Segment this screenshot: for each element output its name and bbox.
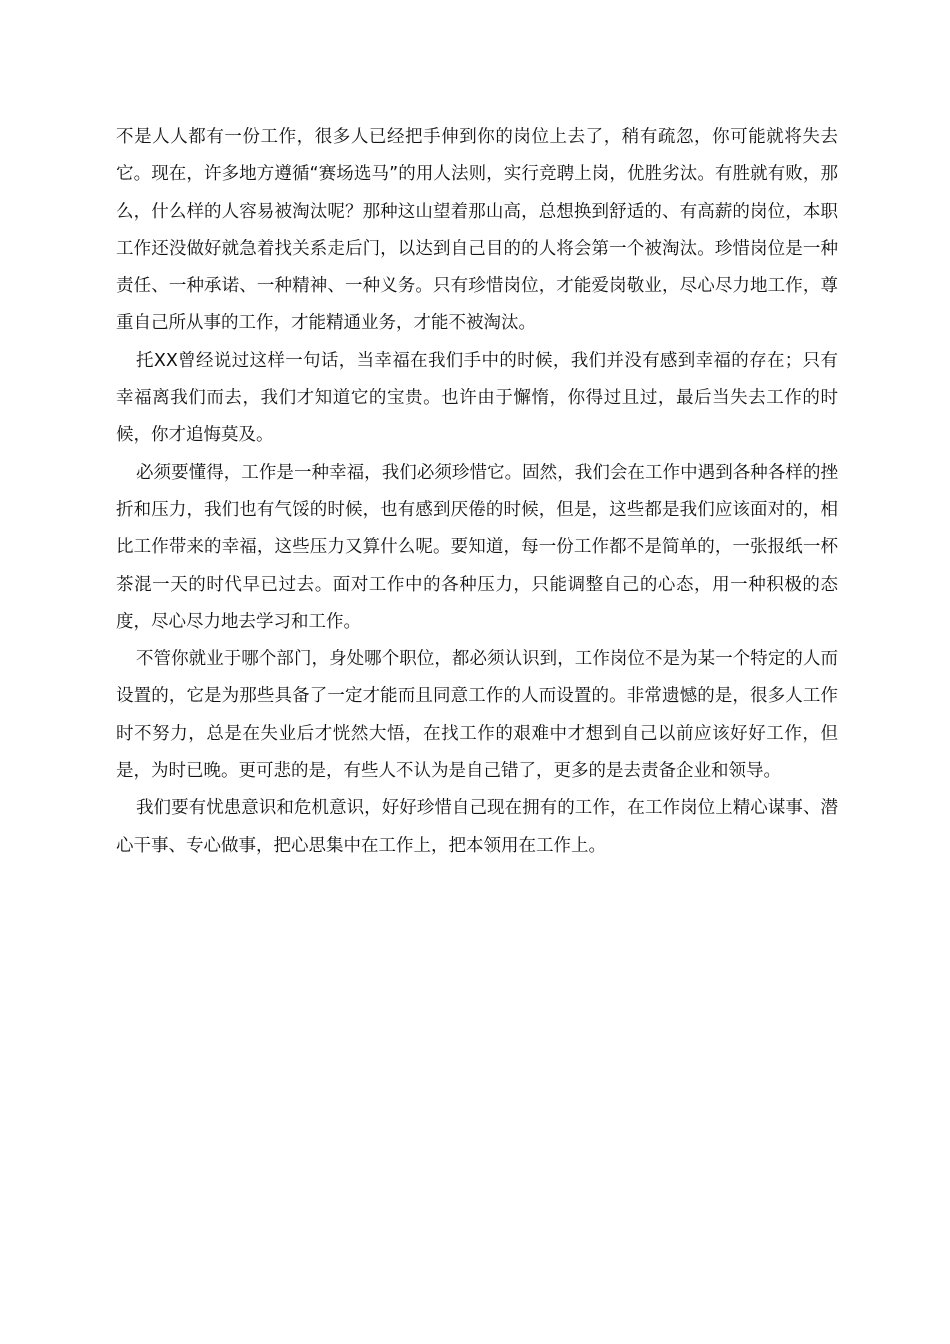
paragraph-3: 必须要懂得，工作是一种幸福，我们必须珍惜它。固然，我们会在工作中遇到各种各样的挫折和压力，我们也有气馁的时候，也有感到厌倦的时候，但是，这些都是我们应该面对的，相比工作带来的幸福，这些压力又算什么呢。要知道，每一份工作都不是简单的，一张报纸一杯茶混一天的时代早已过去。面对工作中的各种压力，只能调整自己的心态，用一种积极的态度，尽心尽力地去学习和工作。 [116,462,838,632]
paragraph-2: 托XX曾经说过这样一句话，当幸福在我们手中的时候，我们并没有感到幸福的存在；只有幸福离我们而去，我们才知道它的宝贵。也许由于懈惰，你得过且过，最后当失去工作的时候，你才追悔莫及。 [116,350,838,446]
document-body [116,119,838,865]
paragraph-1: 不是人人都有一份工作，很多人已经把手伸到你的岗位上去了，稍有疏忽，你可能就将失去它。现在，许多地方遵循“赛场选马”的用人法则，实行竞聘上岗，优胜劣汰。有胜就有败，那么，什么样的人容易被淘汰呢？那种这山望着那山高，总想换到舒适的、有高薪的岗位，本职工作还没做好就急着找关系走后门，以达到自己目的的人将会第一个被淘汰。珍惜岗位是一种责任、一种承诺、一种精神、一种义务。只有珍惜岗位，才能爱岗敬业，尽心尽力地工作，尊重自己所从事的工作，才能精通业务，才能不被淘汰。 [116,127,838,334]
paragraph-5: 我们要有忧患意识和危机意识，好好珍惜自己现在拥有的工作，在工作岗位上精心谋事、潜心干事、专心做事，把心思集中在工作上，把本领用在工作上。 [116,798,838,856]
paragraph-4: 不管你就业于哪个部门，身处哪个职位，都必须认识到，工作岗位不是为某一个特定的人而设置的，它是为那些具备了一定才能而且同意工作的人而设置的。非常遗憾的是，很多人工作时不努力，总是在失业后才恍然大悟，在找工作的艰难中才想到自己以前应该好好工作，但是，为时已晚。更可悲的是，有些人不认为是自己错了，更多的是去责备企业和领导。 [116,649,838,782]
